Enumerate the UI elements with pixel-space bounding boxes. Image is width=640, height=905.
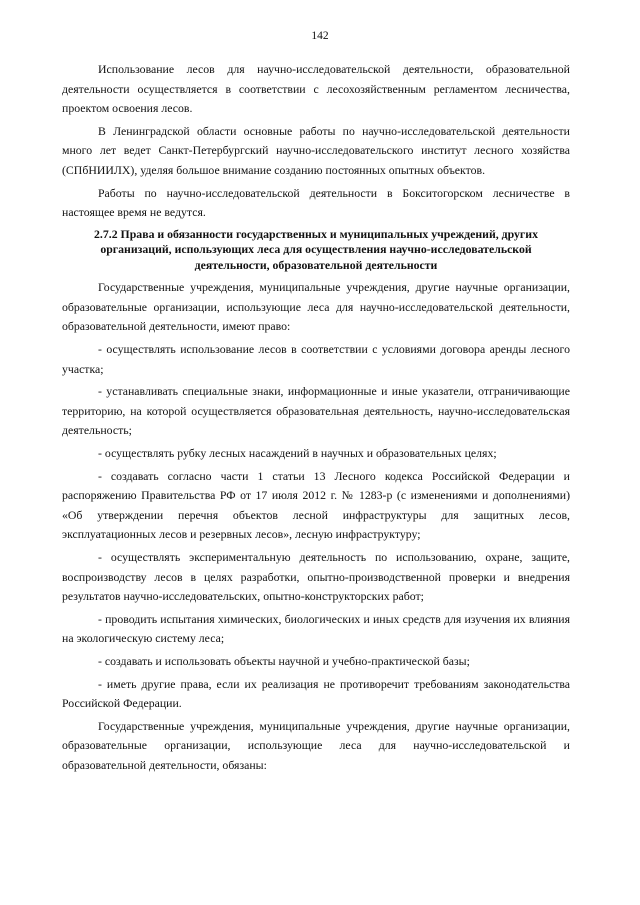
rights-list-item: - осуществлять рубку лесных насаждений в научных и образовательных целях; <box>98 446 497 460</box>
paragraph: В Ленинградской области основные работы по научно-исследовательской деятельности много лет ведет Санкт-Петербургский научно-исследовательского институт лесного хозяйства (СПбНИИЛХ), уделяя большое внимание созданию постоянных опытных объектов. <box>62 123 570 177</box>
rights-list-item: - проводить испытания химических, биологических и иных средств для изучения их влияния на экологическую систему леса; <box>62 611 570 646</box>
rights-list-item: - создавать и использовать объекты научной и учебно-практической базы; <box>98 653 470 668</box>
page-number: 142 <box>311 30 329 42</box>
duties-intro: Государственные учреждения, муниципальные учреждения, другие научные организации, образовательные организации, использующие леса для научно-исследовательской и образовательной деятельности, обязаны: <box>62 718 570 772</box>
rights-list-item: - создавать согласно части 1 статьи 13 Лесного кодекса Российской Федерации и распоряжению Правительства РФ от 17 июля 2012 г. № 1283-р (с изменениями и дополнениями) «Об утверждении перечня объектов лесной инфраструктуры для защитных лесов, эксплуатационных лесов и резервных лесов», лесную инфраструктуру; <box>62 468 570 542</box>
page-content <box>62 60 570 779</box>
rights-list-item: - устанавливать специальные знаки, информационные и иные указатели, отграничивающие территорию, на которой осуществляется образовательная деятельность, научно-исследовательская деятельность; <box>62 384 570 438</box>
rights-intro: Государственные учреждения, муниципальные учреждения, другие научные организации, образовательные организации, использующие леса для научно-исследовательской деятельности, образовательной деятельности, имеют право: <box>62 280 570 334</box>
paragraph: Работы по научно-исследовательской деятельности в Бокситогорском лесничестве в настоящее время не ведутся. <box>62 185 570 220</box>
rights-list-item: - осуществлять использование лесов в соответствии с условиями договора аренды лесного участка; <box>62 342 570 376</box>
rights-list-item: - иметь другие права, если их реализация не противоречит требованиям законодательства Российской Федерации. <box>62 676 570 711</box>
section-heading: 2.7.2 Права и обязанности государственных и муниципальных учреждений, других организаций, использующих леса для осуществления научно-исследовательской деятельности, образовательной деятельности <box>94 226 538 272</box>
rights-list-item: - осуществлять экспериментальную деятельность по использованию, охране, защите, воспроизводству лесов в целях разработки, опытно-производственной проверки и внедрения результатов научно-исследовательских, опытно-конструкторских работ; <box>62 549 570 604</box>
paragraph: Использование лесов для научно-исследовательской деятельности, образовательной деятельности осуществляется в соответствии с лесохозяйственным регламентом лесничества, проектом освоения лесов. <box>62 62 570 116</box>
